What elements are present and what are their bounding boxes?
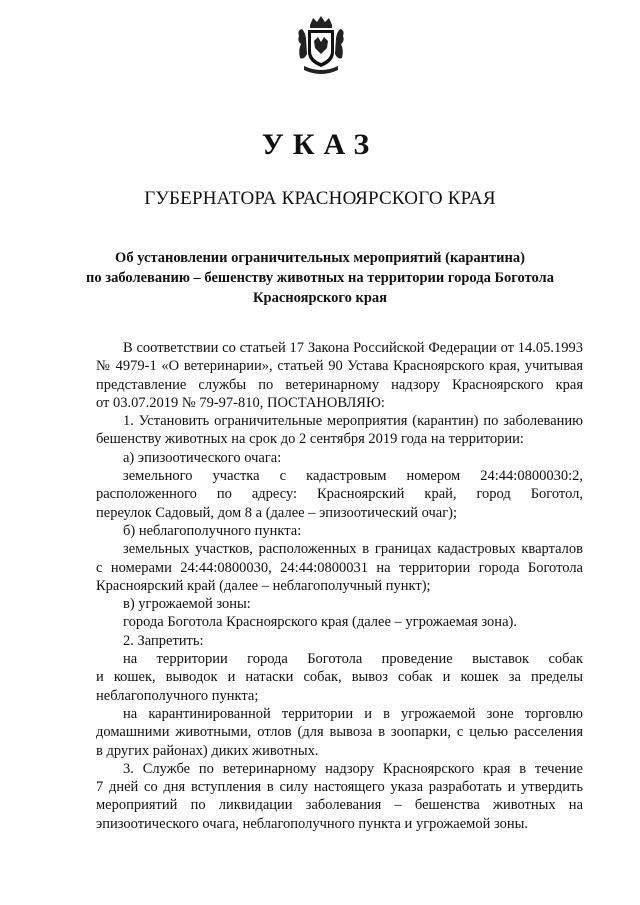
- body-line: В соответствии со статьей 17 Закона Российской Федерации от 14.05.1993: [123, 340, 583, 356]
- body-line: на карантинированной территории и в угрожаемой зоне торговлю: [123, 705, 583, 722]
- body-line: расположенного по адресу: Красноярский край, город Боготол,: [96, 486, 583, 503]
- body-line: с номерами 24:44:0800030, 24:44:0800031 на территории города Боготола: [96, 559, 583, 576]
- body-line: неблагополучного пункта;: [96, 687, 259, 704]
- body-line: на территории города Боготола проведение выставок собак: [123, 651, 583, 668]
- body-line: от 03.07.2019 № 79-97-810, ПОСТАНОВЛЯЮ:: [96, 394, 385, 411]
- body-line: эпизоотического очага, неблагополучного пункта и угрожаемой зоны.: [96, 815, 528, 832]
- body-line: города Боготола Красноярского края (далее – угрожаемая зона).: [123, 614, 517, 631]
- body-line: б) неблагополучного пункта:: [123, 522, 302, 539]
- body-line: домашними животными, отлов (для вывоза в зоопарки, с целью расселения: [96, 724, 583, 741]
- body-line: 7 дней со дня вступления в силу настоящего указа разработать и утвердить: [96, 779, 583, 796]
- coat-of-arms-icon: [296, 14, 346, 78]
- document-subtitle: ГУБЕРНАТОРА КРАСНОЯРСКОГО КРАЯ: [144, 188, 496, 209]
- body-line: а) эпизоотического очага:: [123, 449, 282, 466]
- body-line: Красноярский край (далее – неблагополучный пункт);: [96, 577, 431, 594]
- body-line: 2. Запретить:: [123, 632, 204, 649]
- body-line: земельного участка с кадастровым номером 24:44:0800030:2,: [123, 468, 583, 485]
- heading-line: по заболеванию – бешенству животных на территории города Боготола: [86, 270, 554, 286]
- body-line: 3. Службе по ветеринарному надзору Красноярского края в течение: [123, 760, 583, 777]
- body-line: в) угрожаемой зоны:: [123, 596, 251, 613]
- body-line: 1. Установить ограничительные мероприятия (карантин) по заболеванию: [123, 413, 583, 430]
- body-line: переулок Садовый, дом 8 а (далее – эпизоотический очаг);: [96, 504, 457, 521]
- heading-line: Красноярского края: [253, 290, 387, 306]
- body-line: и кошек, выводок и натаски собак, вывоз собак и кошек за пределы: [96, 669, 583, 686]
- body-line: № 4979-1 «О ветеринарии», статьей 90 Устава Красноярского края, учитывая: [96, 358, 583, 375]
- document-body: [96, 339, 583, 833]
- body-line: представление службы по ветеринарному надзору Красноярского края: [96, 376, 583, 393]
- body-line: земельных участков, расположенных в границах кадастровых кварталов: [123, 541, 583, 558]
- document-title: УКАЗ: [261, 128, 379, 161]
- heading-line: Об установлении ограничительных мероприятий (карантина): [115, 250, 525, 266]
- body-line: в других районах) диких животных.: [96, 742, 319, 759]
- body-line: бешенству животных на срок до 2 сентября 2019 года на территории:: [96, 431, 524, 448]
- body-line: мероприятий по ликвидации заболевания – бешенства животных на: [96, 797, 583, 814]
- document-heading: [60, 248, 580, 308]
